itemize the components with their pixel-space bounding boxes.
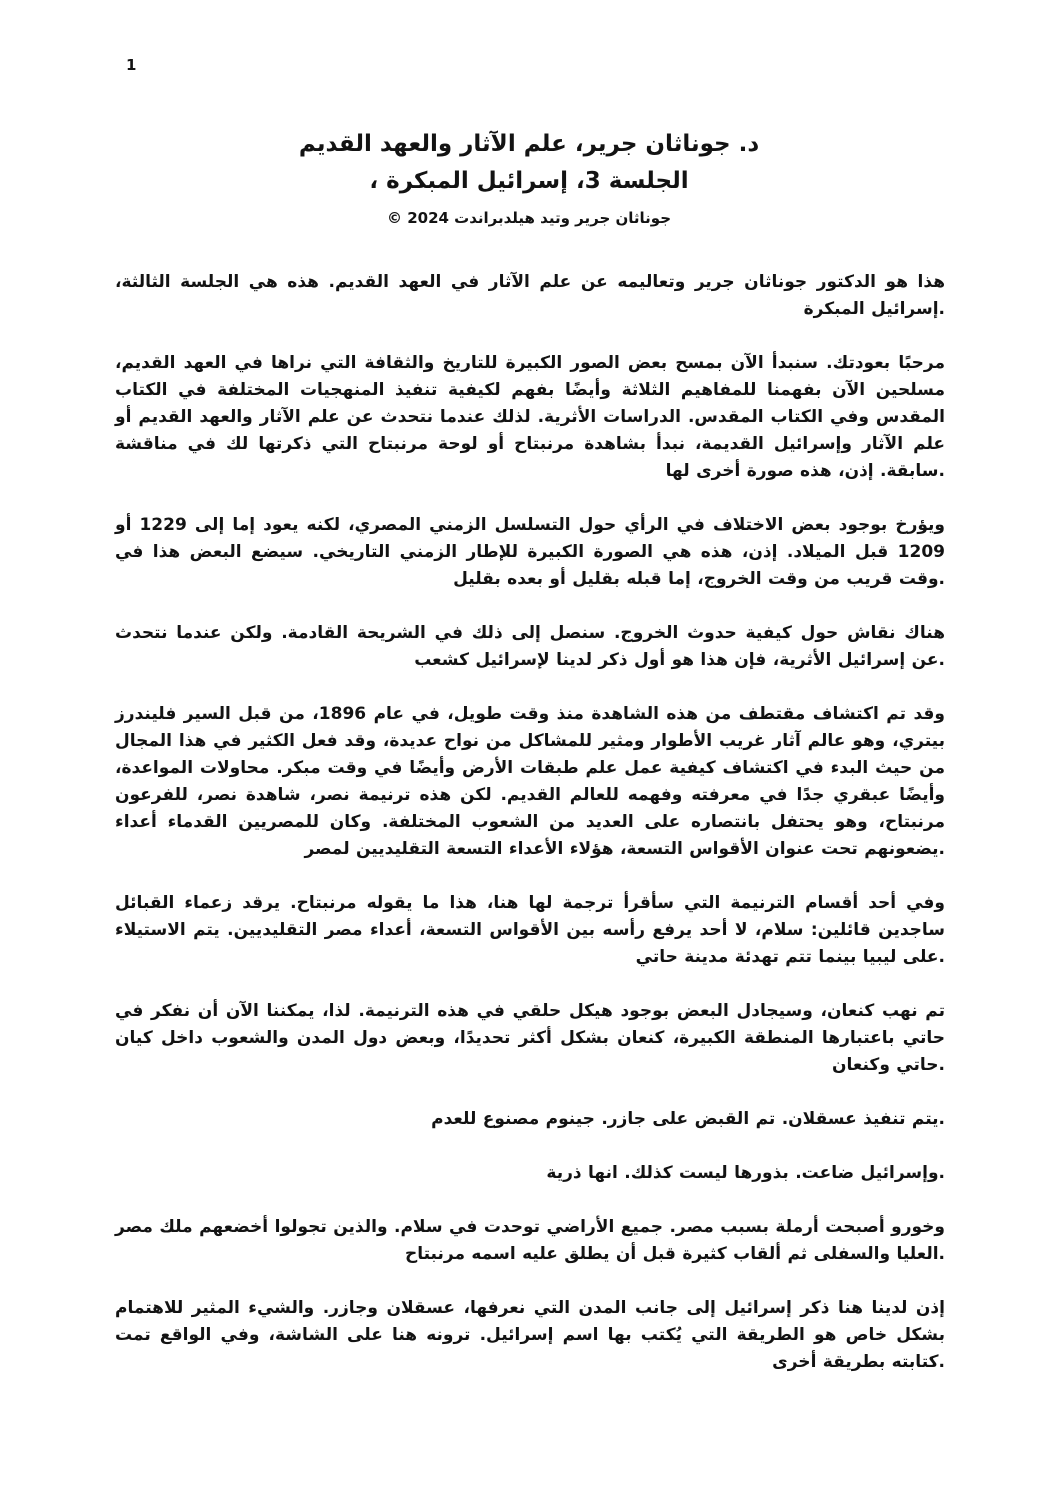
paragraph: مرحبًا بعودتك. سنبدأ الآن بمسح بعض الصور الكبيرة للتاريخ والثقافة التي نراها في العهد القديم، مسلحين الآن بفهمنا للمفاهيم الثلاثة وأيضًا بفهم لكيفية تنفيذ المنهجيات المختلفة في الكتاب المقدس وفي الكتاب المقدس. الدراسات الأثرية. لذلك عندما نتحدث عن علم الآثار والعهد القديم أو علم الآثار وإسرائيل القديمة، نبدأ بشاهدة مرنبتاح أو لوحة مرنبتاح التي ذكرتها لك في مناقشة سابقة. إذن، هذه صورة أخرى لها. [115,353,945,481]
document-title-line1: د. جوناثان جرير، علم الآثار والعهد القديم [298,131,760,157]
paragraph: وقد تم اكتشاف مقتطف من هذه الشاهدة منذ وقت طويل، في عام 1896، من قبل السير فليندرز بيتري، وهو عالم آثار غريب الأطوار ومثير للمشاكل من نواح عديدة، وقد فعل الكثير في هذا المجال من حيث البدء في اكتشاف كيفية عمل علم طبقات الأرض وأيضًا في وقت مبكر. محاولات المواعدة، وأيضًا عبقري جدًا في معرفته وفهمه للعالم القديم. لكن هذه ترنيمة نصر، شاهدة نصر، للفرعون مرنبتاح، وهو يحتفل بانتصاره على العديد من الشعوب المختلفة. وكان للمصريين القدماء أعداء يضعونهم تحت عنوان الأقواس التسعة، هؤلاء الأعداء التسعة التقليديين لمصر. [115,704,946,859]
paragraph: تم نهب كنعان، وسيجادل البعض بوجود هيكل حلقي في هذه الترنيمة. لذا، يمكننا الآن أن نفكر في حاتي باعتبارها المنطقة الكبيرة، كنعان بشكل أكثر تحديدًا، وبعض دول المدن والشعوب داخل كيان حاتي وكنعان. [115,1001,945,1075]
paragraph: هذا هو الدكتور جوناثان جرير وتعاليمه عن علم الآثار في العهد القديم. هذه هي الجلسة الثالثة، إسرائيل المبكرة. [115,272,945,319]
paragraph: وفي أحد أقسام الترنيمة التي سأقرأ ترجمة لها هنا، هذا ما يقوله مرنبتاح. يرقد زعماء القبائل ساجدين قائلين: سلام، لا أحد يرفع رأسه بين الأقواس التسعة، أعداء مصر التقليديين. يتم الاستيلاء على ليبيا بينما تتم تهدئة مدينة حاتي. [115,893,945,967]
document-body [115,269,945,1376]
paragraph: إذن لدينا هنا ذكر إسرائيل إلى جانب المدن التي نعرفها، عسقلان وجازر. والشيء المثير للاهتمام بشكل خاص هو الطريقة التي يُكتب بها اسم إسرائيل. ترونه هنا على الشاشة، وفي الواقع تمت كتابته بطريقة أخرى. [115,1298,945,1372]
paragraph: وإسرائيل ضاعت. بذورها ليست كذلك. انها ذرية. [546,1163,945,1183]
paragraph: يتم تنفيذ عسقلان. تم القبض على جازر. جينوم مصنوع للعدم. [431,1109,945,1129]
document-title-line2: ، الجلسة 3، إسرائيل المبكرة [369,168,689,194]
page-number: 1 [126,56,137,74]
paragraph: وخورو أصبحت أرملة بسبب مصر. جميع الأراضي توحدت في سلام. والذين تجولوا أخضعهم ملك مصر العليا والسفلى ثم ألقاب كثيرة قبل أن يطلق عليه اسمه مرنبتاح. [115,1217,945,1264]
document-header [0,0,1058,227]
paragraph: هناك نقاش حول كيفية حدوث الخروج. سنصل إلى ذلك في الشريحة القادمة. ولكن عندما نتحدث عن إسرائيل الأثرية، فإن هذا هو أول ذكر لدينا لإسرائيل كشعب. [115,623,945,670]
paragraph: ويؤرخ بوجود بعض الاختلاف في الرأي حول التسلسل الزمني المصري، لكنه يعود إما إلى 1229 أو 1209 قبل الميلاد. إذن، هذه هي الصورة الكبيرة للإطار الزمني التاريخي. سيضع البعض هذا في وقت قريب من وقت الخروج، إما قبله بقليل أو بعده بقليل. [115,515,946,589]
document-byline: © 2024 جوناثان جرير وتيد هيلدبراندت [386,209,672,227]
